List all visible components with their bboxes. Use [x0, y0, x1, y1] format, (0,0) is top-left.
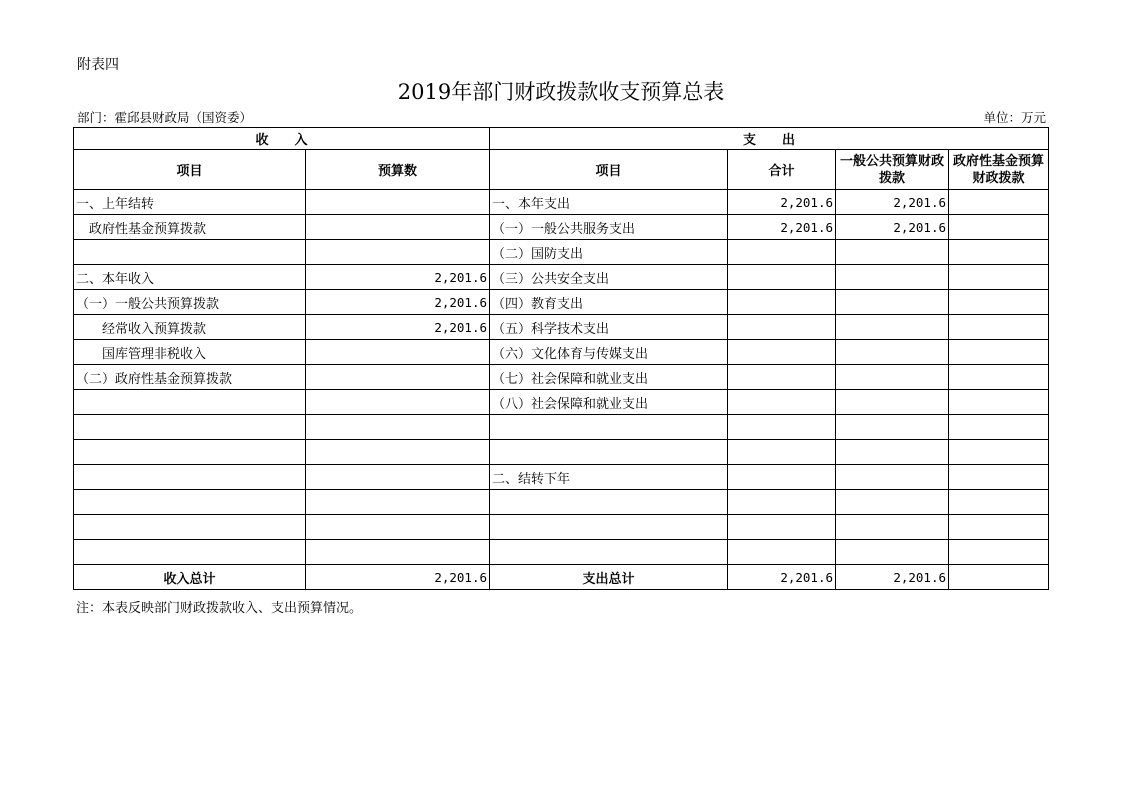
- expense-general-cell: 2,201.6: [836, 190, 949, 215]
- expense-item-cell: （五）科学技术支出: [490, 315, 728, 340]
- totals-row: [74, 565, 1049, 590]
- expense-item-cell: 二、结转下年: [490, 465, 728, 490]
- expense-item-cell: [490, 540, 728, 565]
- table-row: [74, 390, 1049, 415]
- expense-general-header: 一般公共预算财政拨款: [836, 150, 949, 190]
- income-budget-cell: 2,201.6: [306, 315, 490, 340]
- expense-general-cell: [836, 390, 949, 415]
- section-header-row: [74, 128, 1049, 150]
- expense-total-cell: [728, 515, 836, 540]
- income-item-cell: （一）一般公共预算拨款: [74, 290, 306, 315]
- expense-fund-cell: [949, 490, 1049, 515]
- expense-total-cell: [728, 240, 836, 265]
- income-total-value: 2,201.6: [306, 565, 490, 590]
- attachment-label: 附表四: [77, 57, 119, 73]
- expense-total-cell: [728, 440, 836, 465]
- table-row: [74, 265, 1049, 290]
- expense-general-cell: [836, 265, 949, 290]
- expense-item-cell: （四）教育支出: [490, 290, 728, 315]
- expense-item-cell: （三）公共安全支出: [490, 265, 728, 290]
- income-item-cell: [74, 515, 306, 540]
- expense-total-cell: [728, 290, 836, 315]
- income-item-cell: （二）政府性基金预算拨款: [74, 365, 306, 390]
- expense-fund-cell: [949, 440, 1049, 465]
- expense-general-cell: 2,201.6: [836, 215, 949, 240]
- expense-total-value: 2,201.6: [728, 565, 836, 590]
- expense-fund-cell: [949, 390, 1049, 415]
- expense-fund-cell: [949, 215, 1049, 240]
- table-row: [74, 365, 1049, 390]
- expense-total-header: 合计: [728, 150, 836, 190]
- income-item-cell: [74, 465, 306, 490]
- budget-table: [73, 127, 1049, 590]
- expense-fund-cell: [949, 240, 1049, 265]
- table-row: [74, 340, 1049, 365]
- expense-fund-cell: [949, 365, 1049, 390]
- expense-general-cell: [836, 340, 949, 365]
- expense-general-total-value: 2,201.6: [836, 565, 949, 590]
- expense-total-cell: [728, 265, 836, 290]
- expense-section-header: 支 出: [490, 128, 1049, 150]
- table-row: [74, 240, 1049, 265]
- table-row: [74, 415, 1049, 440]
- footnote: 注：本表反映部门财政拨款收入、支出预算情况。: [76, 601, 363, 616]
- expense-fund-cell: [949, 515, 1049, 540]
- expense-fund-header: 政府性基金预算财政拨款: [949, 150, 1049, 190]
- income-budget-cell: [306, 190, 490, 215]
- table-row: [74, 190, 1049, 215]
- expense-total-cell: 2,201.6: [728, 215, 836, 240]
- expense-fund-total-value: [949, 565, 1049, 590]
- income-budget-cell: [306, 340, 490, 365]
- column-header-row: [74, 150, 1049, 190]
- table-row: [74, 315, 1049, 340]
- expense-general-cell: [836, 315, 949, 340]
- expense-fund-cell: [949, 265, 1049, 290]
- table-row: [74, 440, 1049, 465]
- expense-total-cell: [728, 365, 836, 390]
- expense-general-cell: [836, 365, 949, 390]
- expense-item-cell: （二）国防支出: [490, 240, 728, 265]
- table-row: [74, 465, 1049, 490]
- expense-total-cell: [728, 465, 836, 490]
- expense-fund-cell: [949, 540, 1049, 565]
- expense-general-cell: [836, 515, 949, 540]
- expense-total-cell: [728, 490, 836, 515]
- income-item-cell: 经常收入预算拨款: [74, 315, 306, 340]
- income-item-cell: 一、上年结转: [74, 190, 306, 215]
- expense-total-cell: 2,201.6: [728, 190, 836, 215]
- income-item-cell: 二、本年收入: [74, 265, 306, 290]
- expense-item-cell: （六）文化体育与传媒支出: [490, 340, 728, 365]
- income-budget-cell: 2,201.6: [306, 290, 490, 315]
- income-budget-cell: [306, 465, 490, 490]
- income-item-header: 项目: [74, 150, 306, 190]
- income-budget-cell: [306, 415, 490, 440]
- table-row: [74, 490, 1049, 515]
- expense-total-label: 支出总计: [490, 565, 728, 590]
- income-budget-cell: [306, 365, 490, 390]
- department-label: 部门：霍邱县财政局（国资委）: [77, 110, 253, 125]
- expense-total-cell: [728, 540, 836, 565]
- expense-item-cell: 一、本年支出: [490, 190, 728, 215]
- expense-total-cell: [728, 340, 836, 365]
- expense-general-cell: [836, 440, 949, 465]
- expense-item-cell: [490, 490, 728, 515]
- expense-item-cell: （七）社会保障和就业支出: [490, 365, 728, 390]
- expense-fund-cell: [949, 190, 1049, 215]
- expense-item-cell: [490, 515, 728, 540]
- income-item-cell: [74, 490, 306, 515]
- income-budget-header: 预算数: [306, 150, 490, 190]
- table-row: [74, 290, 1049, 315]
- income-item-cell: [74, 540, 306, 565]
- income-budget-cell: [306, 390, 490, 415]
- expense-general-cell: [836, 540, 949, 565]
- table-row: [74, 215, 1049, 240]
- income-item-cell: [74, 415, 306, 440]
- expense-general-cell: [836, 490, 949, 515]
- expense-item-cell: （八）社会保障和就业支出: [490, 390, 728, 415]
- expense-fund-cell: [949, 415, 1049, 440]
- expense-total-cell: [728, 390, 836, 415]
- table-row: [74, 515, 1049, 540]
- income-budget-cell: [306, 515, 490, 540]
- income-item-cell: [74, 390, 306, 415]
- income-budget-cell: [306, 490, 490, 515]
- expense-total-cell: [728, 315, 836, 340]
- income-item-cell: [74, 240, 306, 265]
- expense-fund-cell: [949, 315, 1049, 340]
- income-total-label: 收入总计: [74, 565, 306, 590]
- expense-general-cell: [836, 415, 949, 440]
- expense-item-cell: [490, 415, 728, 440]
- income-section-header: 收 入: [74, 128, 490, 150]
- income-budget-cell: 2,201.6: [306, 265, 490, 290]
- unit-label: 单位：万元: [983, 110, 1046, 125]
- income-budget-cell: [306, 440, 490, 465]
- expense-item-header: 项目: [490, 150, 728, 190]
- income-item-cell: [74, 440, 306, 465]
- table-row: [74, 540, 1049, 565]
- income-budget-cell: [306, 240, 490, 265]
- expense-general-cell: [836, 465, 949, 490]
- income-item-cell: 国库管理非税收入: [74, 340, 306, 365]
- expense-general-cell: [836, 290, 949, 315]
- expense-item-cell: （一）一般公共服务支出: [490, 215, 728, 240]
- expense-general-cell: [836, 240, 949, 265]
- income-item-cell: 政府性基金预算拨款: [74, 215, 306, 240]
- page-title: 2019年部门财政拨款收支预算总表: [397, 80, 725, 104]
- expense-fund-cell: [949, 465, 1049, 490]
- expense-item-cell: [490, 440, 728, 465]
- expense-fund-cell: [949, 340, 1049, 365]
- expense-total-cell: [728, 415, 836, 440]
- income-budget-cell: [306, 540, 490, 565]
- expense-fund-cell: [949, 290, 1049, 315]
- income-budget-cell: [306, 215, 490, 240]
